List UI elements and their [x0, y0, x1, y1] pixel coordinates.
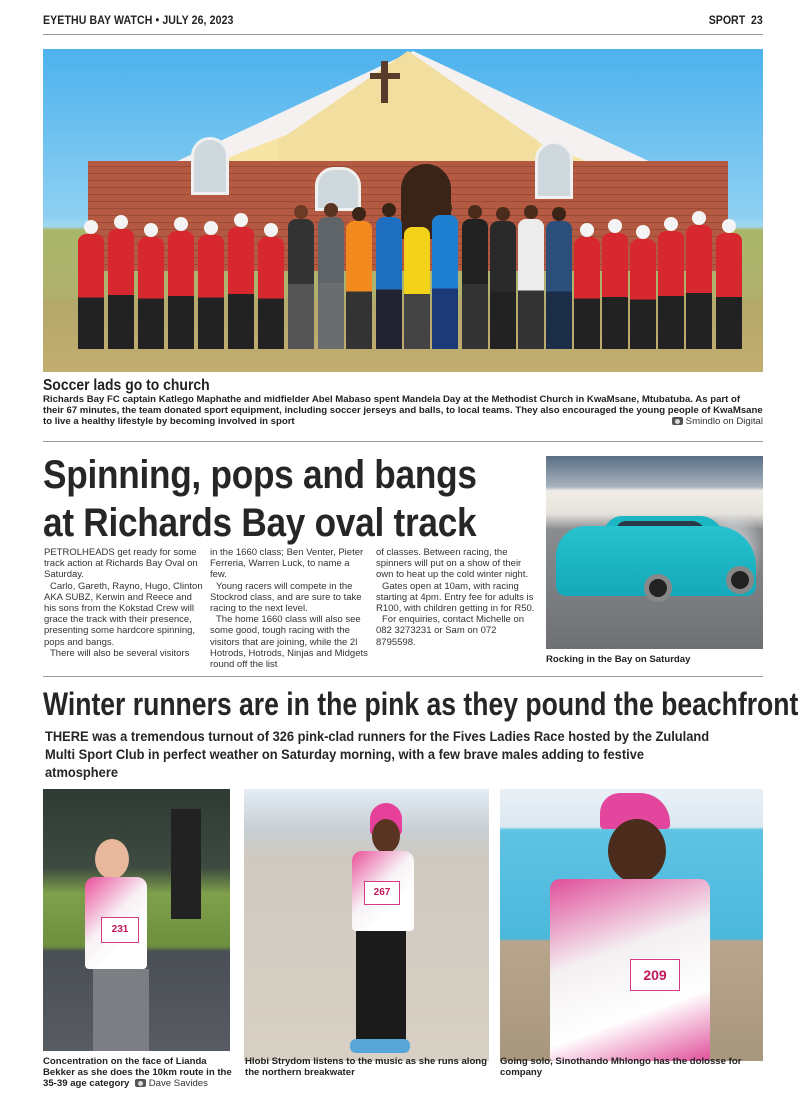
race-bib: 267 [364, 881, 400, 905]
masthead-section [709, 15, 763, 27]
runner-caption-2: Hlobi Strydom listens to the music as she runs along the northern breakwater [245, 1056, 488, 1079]
church-caption-body: Richards Bay FC captain Katlego Maphathe and midfielder Abel Mabaso spent Mandela Day at the Methodist Church in KwaMsane, Mtubatuba. As part of their 67 minutes, the team donated sport equipment, including soccer jerseys and balls, to local teams. They also encouraged the young people of KwaMsane to live a healthy lifestyle by becoming involved in sport [43, 394, 763, 428]
paragraph: PETROLHEADS get ready for some track action at Richards Bay Oval on Saturday. [44, 547, 198, 581]
page-number: 23 [751, 15, 763, 27]
section-divider [43, 676, 763, 677]
paragraph: Carlo, Gareth, Rayno, Hugo, Clinton AKA SUBZ, Kerwin and Reece and his sons from the Kokstad Crew will grace the track with their presence, presenting some hardcore spinning, pops and bangs. [44, 580, 203, 648]
caption-text: Concentration on the face of Lianda Bekker as she does the 10km route in the 35-39 age category [43, 1056, 232, 1090]
runner-head [372, 819, 400, 853]
church-photo-credit [600, 416, 763, 427]
runner-photo-3 [500, 789, 763, 1061]
race-bib: 209 [630, 959, 680, 991]
car-photo-caption: Rocking in the Bay on Saturday [546, 654, 691, 665]
cross-icon [381, 61, 388, 103]
masthead-divider [43, 34, 763, 35]
photo-credit [132, 1078, 208, 1089]
runner-head [608, 819, 666, 883]
church-window [191, 137, 229, 195]
publication-name: EYETHU BAY WATCH [43, 15, 153, 27]
group-of-people [78, 189, 748, 349]
spinning-column-3 [376, 547, 538, 648]
photo-credit-name: Smindlo on Digital [685, 416, 763, 427]
spinning-headline: Spinning, pops and bangs at Richards Bay oval track [43, 453, 477, 545]
church-caption-title: Soccer lads go to church [43, 377, 210, 394]
car-wheel [644, 574, 672, 602]
runner-photo-2 [244, 789, 489, 1061]
spinning-column-1 [44, 547, 204, 659]
runner-head [95, 839, 129, 879]
car-wheel [726, 566, 754, 594]
camera-icon [135, 1079, 146, 1087]
photo-credit-name: Dave Savides [148, 1078, 208, 1090]
paragraph: Gates open at 10am, with racing starting at 4pm. Entry fee for adults is R100, with children getting in for R50. [376, 580, 535, 615]
spinning-car-photo [546, 456, 763, 649]
paragraph: The home 1660 class will also see some good, tough racing with the visitors that are joining, while the 2l Hotrods, Hotrods, Ninjas and Midgets round off the list [210, 614, 368, 671]
running-shoes [350, 1039, 410, 1053]
runner-caption-1 [43, 1056, 233, 1090]
masthead-publication-date [43, 15, 234, 27]
masthead-separator: • [155, 15, 160, 27]
paragraph: For enquiries, contact Michelle on 082 3273231 or Sam on 072 8795598. [376, 614, 525, 648]
cross-icon-bar [370, 73, 400, 79]
runner-caption-3: Going solo, Sinothando Mhlongo has the dolosse for company [500, 1056, 742, 1079]
spectator [171, 809, 201, 919]
camera-icon [672, 417, 683, 425]
paragraph: in the 1660 class; Ben Venter, Pieter Ferreria, Warren Luck, to name a few. [210, 547, 364, 581]
runner-photo-1 [43, 789, 230, 1051]
section-divider [43, 441, 763, 442]
spinning-column-2 [210, 547, 368, 670]
church-group-photo [43, 49, 763, 372]
runner-leggings [93, 969, 149, 1051]
paragraph: of classes. Between racing, the spinners will put on a show of their own to heat up the cold winter night. [376, 547, 529, 581]
runners-headline: Winter runners are in the pink as they pound the beachfront [43, 686, 799, 722]
runner-leggings [356, 931, 406, 1041]
paragraph: Young racers will compete in the Stockrod class, and are sure to take racing to the next level. [210, 580, 362, 615]
race-bib: 231 [101, 917, 139, 943]
issue-date: JULY 26, 2023 [162, 15, 234, 27]
runners-lead: THERE was a tremendous turnout of 326 pink-clad runners for the Fives Ladies Race hosted by the Zululand Multi Sport Club in perfect weather on Saturday morning, with a few brave males adding to festive atmosphere [45, 728, 710, 780]
paragraph: There will also be several visitors [50, 647, 190, 659]
section-name: SPORT [708, 15, 746, 27]
